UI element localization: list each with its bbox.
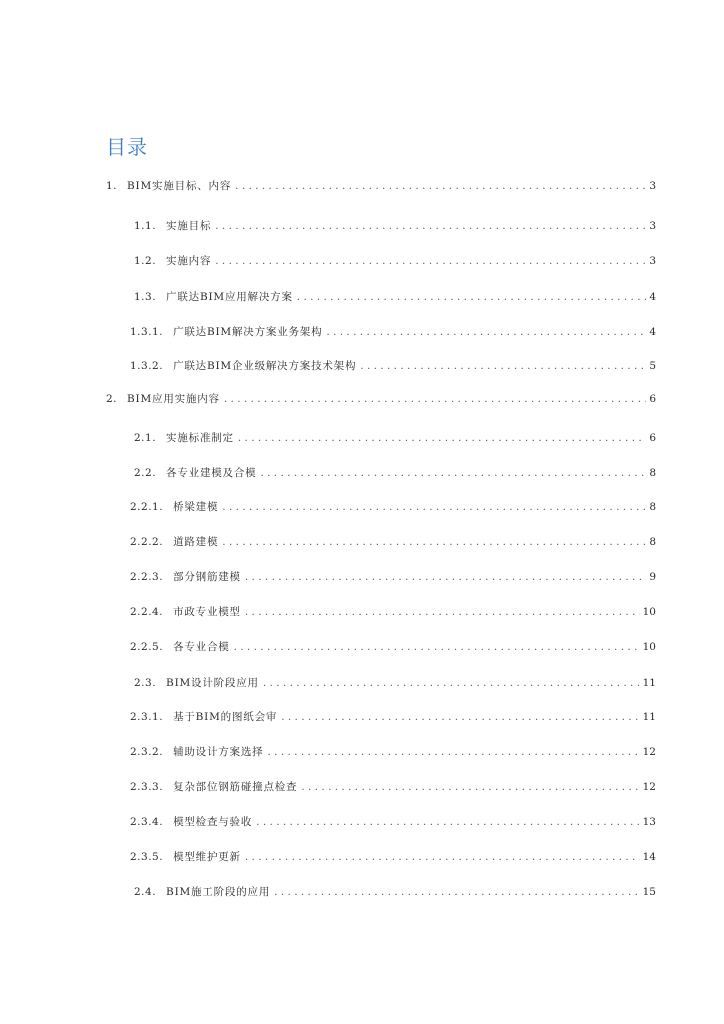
toc-entry-title: 实施标准制定 [166,432,234,444]
toc-leader-dots [215,216,646,236]
toc-entry-title: BIM设计阶段应用 [166,677,259,689]
toc-entry[interactable] [130,812,656,832]
toc-entry-page: 3 [649,180,656,192]
toc-entry-number: 2.2. [134,467,157,479]
toc-leader-dots [281,707,639,727]
toc-entry[interactable] [130,497,656,517]
toc-leader-dots [326,322,646,342]
toc-leader-dots [235,176,646,196]
toc-entry-page: 6 [649,393,656,405]
toc-leader-dots [297,287,647,307]
toc-entry-number: 2.4. [134,886,157,898]
toc-entry[interactable] [134,216,656,236]
toc-entry-page: 8 [649,536,656,548]
toc-entry-number: 1. [106,180,118,192]
toc-entry-title: 广联达BIM企业级解决方案技术架构 [173,360,357,372]
toc-entry-number: 2. [106,393,118,405]
toc-entry[interactable] [134,882,656,902]
toc-entry-page: 4 [649,291,656,303]
toc-entry-number: 2.2.2. [130,536,164,548]
toc-entry-number: 1.3. [134,291,157,303]
toc-entry-title: 各专业建模及合模 [166,467,257,479]
toc-leader-dots [238,428,646,448]
toc-entry-page: 11 [642,677,656,689]
toc-entry-page: 11 [642,711,656,723]
toc-entry-title: 模型维护更新 [173,851,241,863]
toc-entry-title: 广联达BIM解决方案业务架构 [173,326,323,338]
toc-entry-title: BIM施工阶段的应用 [166,886,271,898]
toc-entry[interactable] [134,251,656,271]
toc-entry[interactable] [130,532,656,552]
toc-entry[interactable] [130,707,656,727]
toc-entry-title: 桥梁建模 [173,501,219,513]
toc-entry-title: 部分钢筋建模 [173,571,241,583]
toc-entry[interactable] [106,176,656,196]
toc-leader-dots [360,356,646,376]
toc-leader-dots [222,497,646,517]
toc-entry[interactable] [130,602,656,622]
toc-leader-dots [222,532,646,552]
toc-entry-page: 10 [642,641,656,653]
toc-entry-title: 广联达BIM应用解决方案 [166,291,293,303]
toc-leader-dots [245,567,646,587]
toc-entry-title: 实施目标 [166,220,212,232]
toc-entry-number: 2.2.4. [130,606,164,618]
toc-entry-page: 8 [649,501,656,513]
toc-leader-dots [234,637,640,657]
toc-entry[interactable] [130,777,656,797]
toc-entry[interactable] [134,463,656,483]
toc-entry-page: 6 [649,432,656,444]
toc-entry[interactable] [130,637,656,657]
toc-leader-dots [260,463,646,483]
toc-leader-dots [256,812,639,832]
toc-entry-number: 2.3.1. [130,711,164,723]
toc-entry-number: 1.2. [134,255,157,267]
toc-entry-number: 2.3.3. [130,781,164,793]
toc-entry-page: 3 [649,255,656,267]
toc-entry-page: 3 [649,220,656,232]
toc-entry[interactable] [106,389,656,409]
toc-entry-title: 辅助设计方案选择 [173,746,264,758]
toc-entry-title: 道路建模 [173,536,219,548]
toc-entry-number: 2.3.4. [130,816,164,828]
toc-entry-number: 2.3. [134,677,157,689]
toc-entry-page: 9 [649,571,656,583]
toc-title: 目录 [106,135,148,159]
toc-entry-number: 1.3.1. [130,326,164,338]
toc-entry-page: 8 [649,467,656,479]
toc-leader-dots [245,847,640,867]
toc-entry[interactable] [134,673,656,693]
toc-leader-dots [267,742,639,762]
toc-entry-number: 1.3.2. [130,360,164,372]
toc-leader-dots [263,673,640,693]
toc-entry-page: 15 [642,886,656,898]
toc-entry[interactable] [130,847,656,867]
toc-entry-number: 2.1. [134,432,157,444]
toc-entry-title: 模型检查与验收 [173,816,253,828]
toc-leader-dots [245,602,640,622]
toc-entry-title: BIM实施目标、内容 [127,180,232,192]
toc-entry-title: 市政专业模型 [173,606,241,618]
toc-entry-title: 各专业合模 [173,641,230,653]
toc-entry-page: 14 [642,851,656,863]
toc-leader-dots [215,251,646,271]
toc-entry-page: 13 [642,816,656,828]
toc-entry-number: 2.2.3. [130,571,164,583]
toc-leader-dots [224,389,646,409]
toc-entry[interactable] [130,322,656,342]
toc-leader-dots [301,777,639,797]
toc-leader-dots [274,882,639,902]
toc-entry-number: 1.1. [134,220,157,232]
toc-entry-number: 2.3.2. [130,746,164,758]
toc-entry-number: 2.3.5. [130,851,164,863]
toc-entry[interactable] [134,428,656,448]
toc-entry-number: 2.2.5. [130,641,164,653]
toc-entry[interactable] [130,356,656,376]
toc-entry-title: BIM应用实施内容 [127,393,220,405]
toc-entry[interactable] [130,742,656,762]
toc-entry-page: 4 [649,326,656,338]
toc-entry-page: 5 [649,360,656,372]
toc-entry-page: 12 [642,781,656,793]
toc-entry[interactable] [130,567,656,587]
toc-entry-number: 2.2.1. [130,501,164,513]
toc-entry[interactable] [134,287,656,307]
toc-entry-title: 实施内容 [166,255,212,267]
toc-entry-page: 12 [642,746,656,758]
toc-entry-title: 基于BIM的图纸会审 [173,711,278,723]
toc-entry-title: 复杂部位钢筋碰撞点检查 [173,781,298,793]
toc-entry-page: 10 [642,606,656,618]
